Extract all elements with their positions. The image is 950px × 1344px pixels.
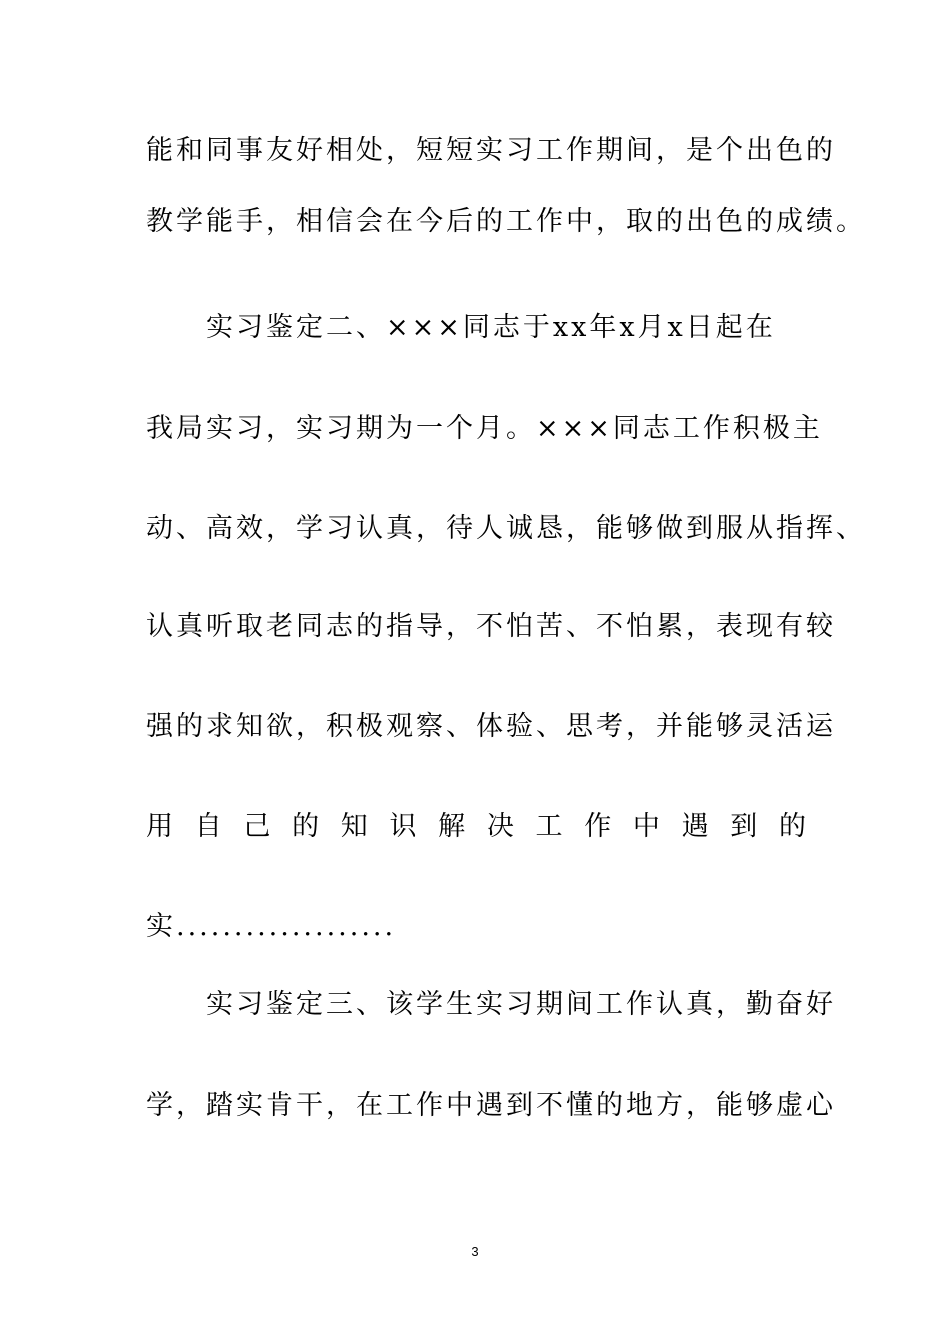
text-line-10: 实习鉴定三、该学生实习期间工作认真，勤奋好: [206, 989, 836, 1020]
text-line-5: 动、高效，学习认真，待人诚恳，能够做到服从指挥、: [146, 513, 866, 544]
text-line-4: 我局实习，实习期为一个月。×××同志工作积极主: [146, 413, 823, 444]
text-line-9: 实...................: [146, 911, 397, 942]
text-line-1: 能和同事友好相处，短短实习工作期间，是个出色的: [146, 135, 836, 166]
text-line-2: 教学能手，相信会在今后的工作中，取的出色的成绩。: [146, 206, 866, 237]
text-line-6: 认真听取老同志的指导，不怕苦、不怕累，表现有较: [146, 611, 836, 642]
text-line-7: 强的求知欲，积极观察、体验、思考，并能够灵活运: [146, 711, 836, 742]
text-line-8: 用 自 己 的 知 识 解 决 工 作 中 遇 到 的: [146, 811, 806, 842]
page-number: 3: [471, 1244, 479, 1259]
text-line-11: 学，踏实肯干，在工作中遇到不懂的地方，能够虚心: [146, 1090, 836, 1121]
text-line-3: 实习鉴定二、×××同志于xx年x月x日起在: [206, 312, 776, 343]
